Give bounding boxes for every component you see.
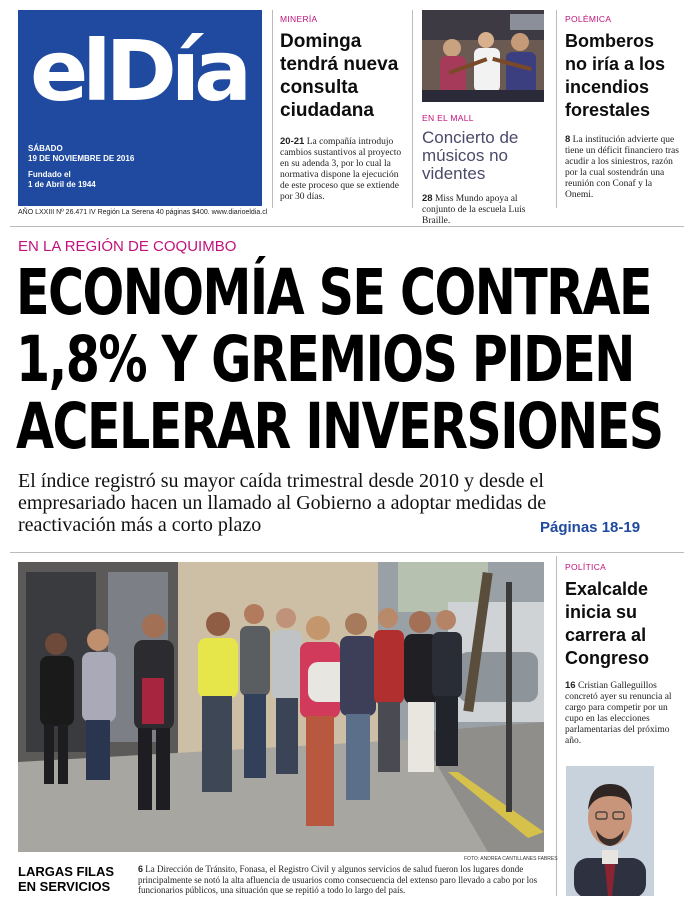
issue-info: AÑO LXXIII Nº 26.471 IV Región La Serena 40 páginas $400. www.diarioeldia.cl (18, 209, 268, 216)
date-full: 19 DE NOVIEMBRE DE 2016 (28, 154, 135, 163)
teaser-body (280, 136, 406, 203)
caption-text: La Dirección de Tránsito, Fonasa, el Registro Civil y algunos servicios de salud fueron los lugares donde principalmente se notó la alta afluencia de usuarios como consecuencia del extenso paro llevado a cabo por los funcionarios públicos, una situación que se repitió a todo lo largo del país. (138, 864, 538, 895)
photo-caption-body (138, 864, 542, 896)
column-divider (556, 556, 557, 896)
founded-label: Fundado el (28, 170, 71, 179)
teaser-mineria[interactable] (280, 14, 406, 203)
section-tag: EN EL MALL (422, 113, 474, 123)
teaser-title[interactable]: Bomberos no iría a los incendios forestales (565, 31, 666, 120)
lead-headline[interactable] (16, 256, 671, 463)
photo-caption-title (18, 864, 114, 894)
masthead (18, 10, 262, 206)
sidebar-politica[interactable] (565, 562, 679, 747)
page-number: 16 (565, 680, 576, 691)
teaser-mall[interactable] (422, 10, 550, 227)
founded-value: 1 de Abril de 1944 (28, 180, 96, 189)
page-number: 8 (565, 134, 571, 145)
teaser-photo-musicians (422, 10, 544, 102)
headline-line: 1,8% Y GREMIOS PIDEN (16, 323, 634, 396)
sidebar-title[interactable]: Exalcalde inicia su carrera al Congreso (565, 579, 650, 668)
teaser-title[interactable]: Dominga tendrá nueva consulta ciudadana (280, 31, 399, 121)
section-divider (10, 552, 684, 553)
teaser-text: Miss Mundo apoya al conjunto de la escuela Luis Braille. (422, 194, 526, 226)
page-number: 20-21 (280, 136, 305, 147)
caption-title-line: EN SERVICIOS (18, 879, 111, 894)
caption-title-line: LARGAS FILAS (18, 864, 115, 879)
teaser-body (565, 134, 679, 201)
lead-pages-link[interactable]: Páginas 18-19 (540, 519, 641, 536)
main-photo-queue (18, 562, 544, 852)
photo-credit: FOTO: ANDREA CANTILLANES FABRES (464, 856, 558, 862)
sidebar-text: Cristian Galleguillos concretó ayer su renuncia al cargo para competir por un cupo en las elecciones parlamentarias del próximo año. (565, 681, 672, 746)
section-tag: POLÍTICA (565, 562, 607, 572)
date-weekday: SÁBADO (28, 144, 63, 153)
teaser-body (422, 193, 550, 227)
logo-text: elDía (30, 28, 247, 110)
publication-date (28, 144, 208, 164)
teaser-text: La compañía introdujo cambios sustantivos al proyecto en su adenda 3, por lo cual la normativa dispone la ejecución de este proceso que se extiende por 30 días. (280, 137, 402, 202)
section-tag: MINERÍA (280, 14, 318, 24)
eldia-logo (28, 28, 250, 110)
headline-line: ECONOMÍA SE CONTRAE (16, 256, 651, 329)
teaser-text: La institución advierte que tiene un déficit financiero tras acudir a los siniestros, razón por la cual sostendrán una reunión con Conaf y la Onemi. (565, 135, 679, 200)
page-number: 28 (422, 193, 433, 204)
sidebar-body (565, 680, 677, 747)
lead-deck: El índice registró su mayor caída trimestral desde 2010 y desde el empresariado hacen un llamado al Gobierno a adoptar medidas de reactivación más a corto plazo (18, 470, 547, 536)
founded-date (28, 170, 178, 190)
column-divider (412, 10, 413, 208)
section-divider (10, 226, 684, 227)
politician-portrait (566, 766, 654, 896)
queue-illustration (18, 562, 544, 852)
lead-kicker: EN LA REGIÓN DE COQUIMBO (18, 238, 237, 255)
section-tag: POLÉMICA (565, 14, 612, 24)
teaser-title[interactable]: Concierto de músicos no videntes (422, 128, 519, 183)
column-divider (556, 10, 557, 208)
column-divider (272, 10, 273, 208)
page-number: 6 (138, 864, 144, 874)
headline-line: ACELERAR INVERSIONES (16, 390, 663, 463)
teaser-polemica[interactable] (565, 14, 679, 201)
